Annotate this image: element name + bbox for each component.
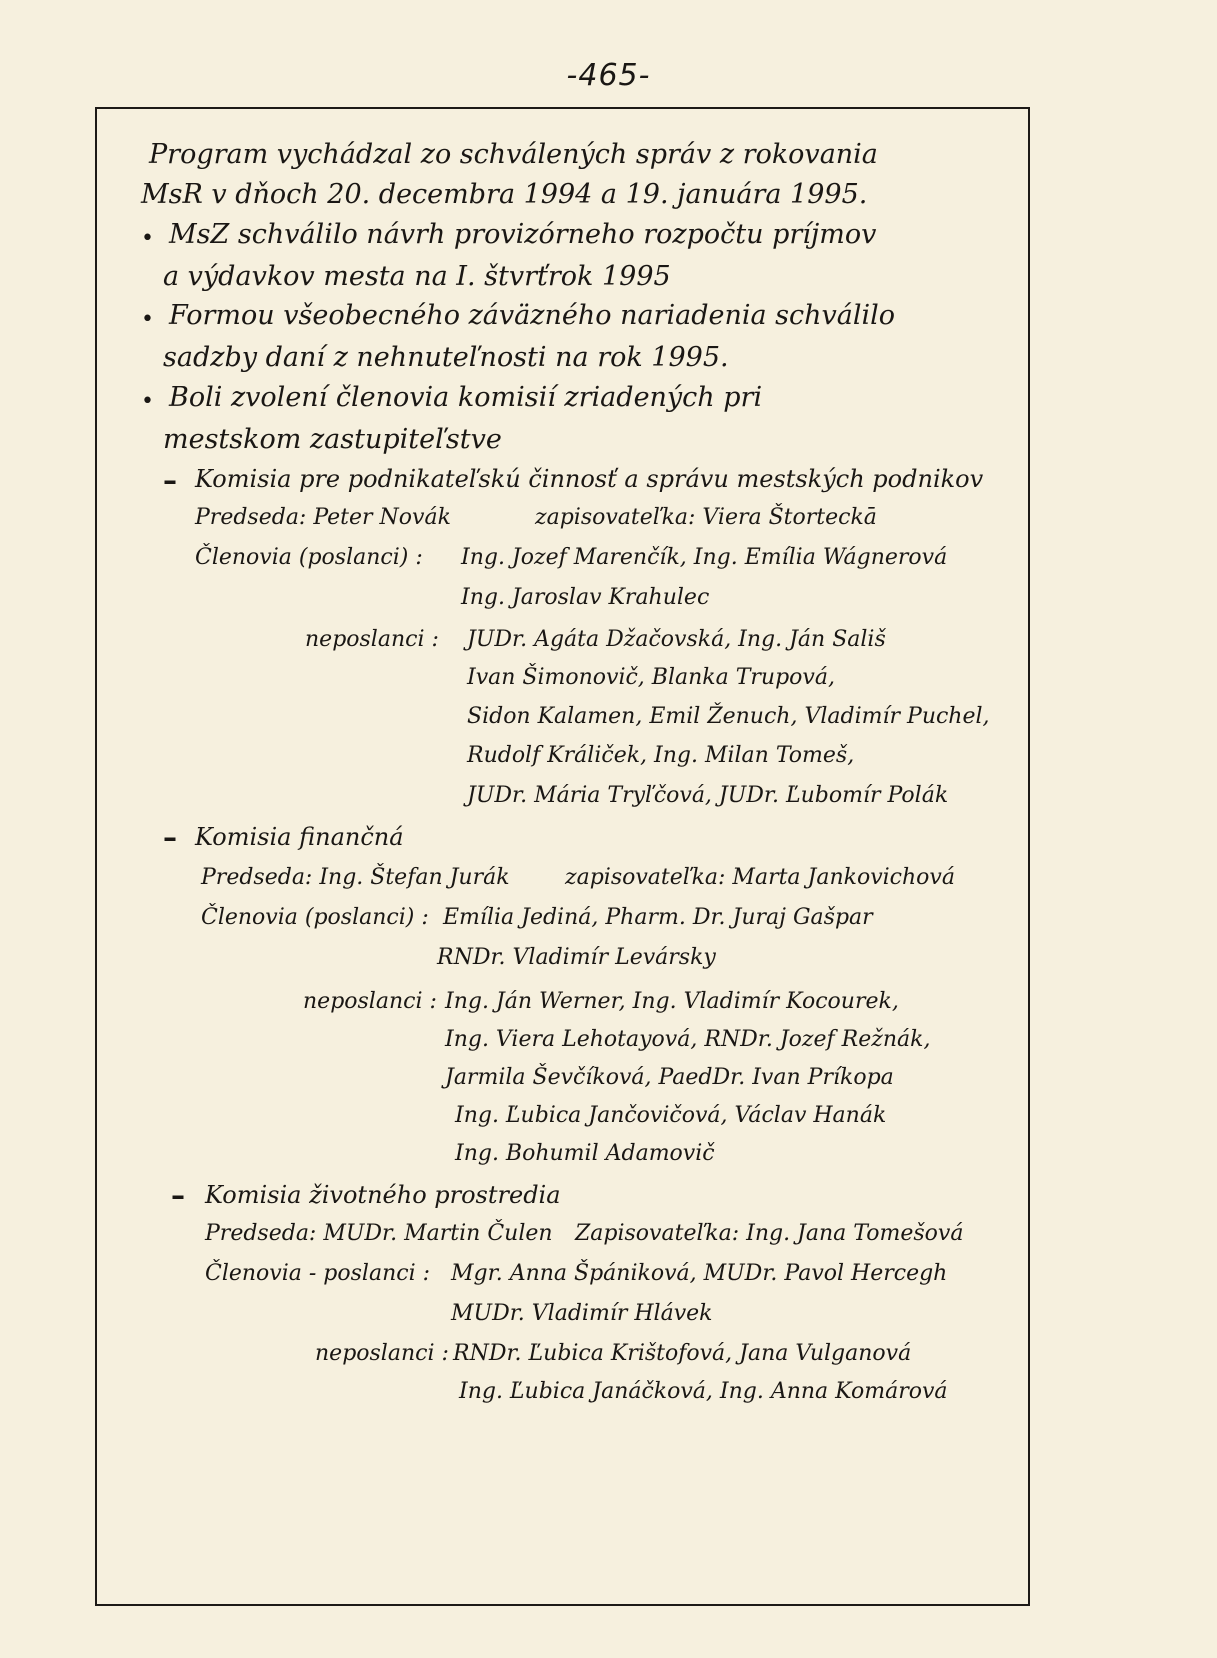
- text-frame: [95, 107, 1030, 1606]
- committee-nonmember: Ing. Bohumil Adamovič: [455, 1141, 715, 1166]
- committee-nonmember: Ing. Ján Werner, Ing. Vladimír Kocourek,: [445, 989, 899, 1014]
- committee-member: Emília Jediná, Pharm. Dr. Juraj Gašpar: [443, 905, 873, 930]
- intro-line: MsR v dňoch 20. decembra 1994 a 19. januára 1995.: [141, 179, 868, 210]
- bullet-dot: •: [141, 389, 154, 414]
- bullet-dot: •: [141, 226, 154, 251]
- committee-nonmember: Ing. Ľubica Jančovičová, Václav Hanák: [455, 1103, 887, 1128]
- committee-recorder: zapisovateľka: Viera Štorteckā: [535, 505, 877, 530]
- committee-member: MUDr. Vladimír Hlávek: [451, 1301, 713, 1326]
- committee-nonmember: JUDr. Mária Tryľčová, JUDr. Ľubomír Polák: [467, 783, 949, 808]
- committee-chair: Predseda: Ing. Štefan Jurák: [201, 865, 510, 890]
- page-number: -465-: [566, 58, 651, 93]
- dash-marker: –: [163, 464, 177, 497]
- committee-nonmember: Ivan Šimonovič, Blanka Trupová,: [467, 665, 835, 690]
- committee-title: Komisia pre podnikateľskú činnosť a správu mestských podnikov: [195, 465, 984, 493]
- committee-nonmember: JUDr. Agáta Džačovská, Ing. Ján Sališ: [467, 627, 886, 652]
- bullet-dot: •: [141, 307, 154, 332]
- committee-members-label: Členovia (poslanci) :: [201, 905, 429, 930]
- committee-nonmember: Sidon Kalamen, Emil Ženuch, Vladimír Puchel,: [467, 704, 990, 729]
- intro-line: Program vychádzal zo schválených správ z rokovania: [149, 139, 878, 170]
- committee-recorder: zapisovateľka: Marta Jankovichová: [565, 865, 955, 890]
- bullet-line: Boli zvolení členovia komisií zriadených pri: [169, 382, 763, 413]
- bullet-line: Formou všeobecného záväzného nariadenia schválilo: [169, 300, 896, 331]
- committee-members-label: Členovia - poslanci :: [205, 1261, 431, 1286]
- committee-member: Ing. Jaroslav Krahulec: [461, 585, 710, 610]
- committee-nonmember: Rudolf Králiček, Ing. Milan Tomeš,: [467, 743, 855, 768]
- committee-recorder: Zapisovateľka: Ing. Jana Tomešová: [575, 1221, 964, 1246]
- bullet-line: sadzby daní z nehnuteľnosti na rok 1995.: [163, 342, 729, 373]
- committee-chair: Predseda: Peter Novák: [195, 505, 451, 530]
- committee-chair: Predseda: MUDr. Martin Čulen: [205, 1221, 553, 1246]
- committee-nonmember: RNDr. Ľubica Krištofová, Jana Vulganová: [453, 1341, 912, 1366]
- committee-nonmember: Jarmila Ševčíková, PaedDr. Ivan Príkopa: [445, 1065, 894, 1090]
- committee-nonmember: Ing. Ľubica Janáčková, Ing. Anna Komárová: [459, 1379, 948, 1404]
- committee-nonmembers-label: neposlanci :: [303, 989, 437, 1014]
- committee-member: Ing. Jozef Marenčík, Ing. Emília Wágnerová: [461, 545, 948, 570]
- bullet-line: MsZ schválilo návrh provizórneho rozpočtu príjmov: [169, 219, 877, 250]
- bullet-line: a výdavkov mesta na I. štvrťrok 1995: [163, 261, 671, 292]
- committee-title: Komisia finančná: [195, 823, 404, 851]
- committee-nonmember: Ing. Viera Lehotayová, RNDr. Jozef Režnák,: [445, 1027, 931, 1052]
- bullet-line: mestskom zastupiteľstve: [163, 424, 502, 455]
- committee-member: RNDr. Vladimír Levársky: [437, 945, 716, 970]
- committee-members-label: Členovia (poslanci) :: [195, 545, 423, 570]
- dash-marker: –: [171, 1179, 185, 1212]
- committee-member: Mgr. Anna Špániková, MUDr. Pavol Hercegh: [451, 1261, 948, 1286]
- dash-marker: –: [163, 821, 177, 854]
- committee-title: Komisia životného prostredia: [205, 1181, 561, 1209]
- committee-nonmembers-label: neposlanci :: [315, 1341, 449, 1366]
- committee-nonmembers-label: neposlanci :: [305, 627, 439, 652]
